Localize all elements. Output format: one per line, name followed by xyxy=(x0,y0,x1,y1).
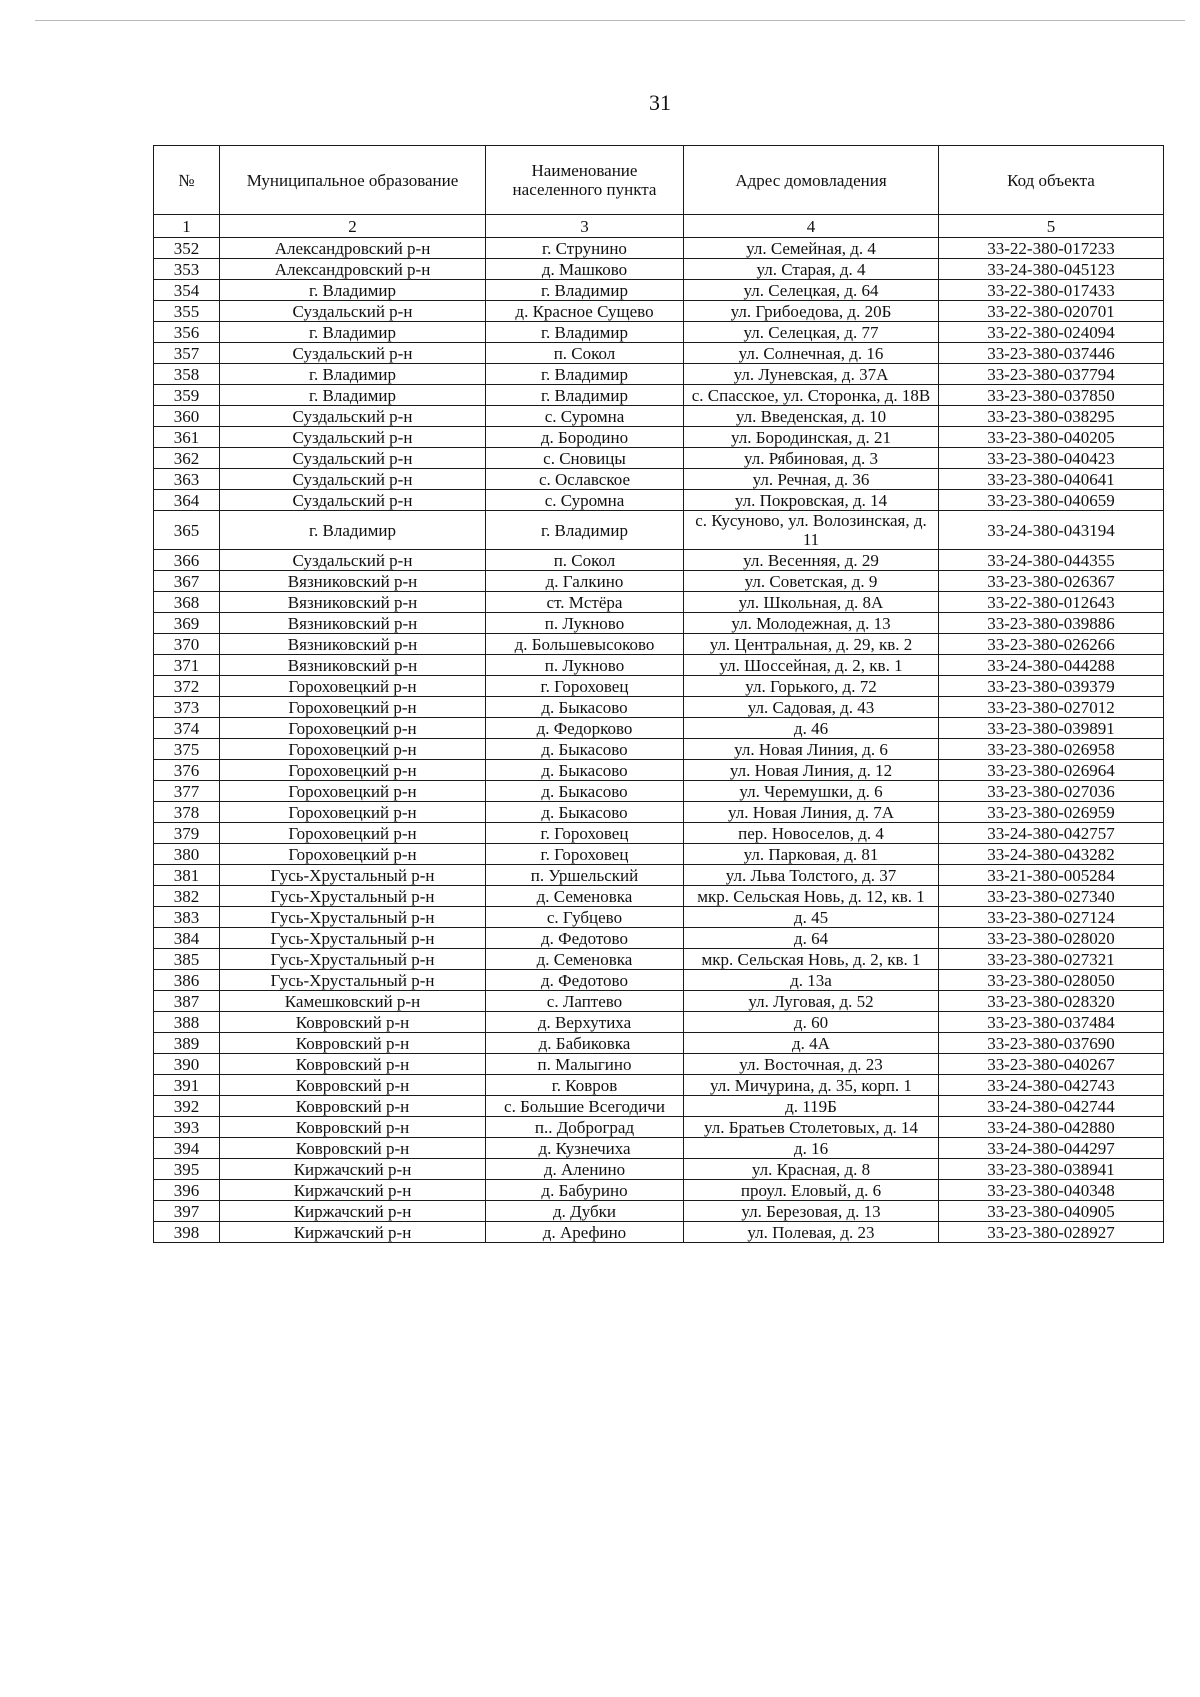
address-cell: ул. Солнечная, д. 16 xyxy=(684,343,939,364)
municipality-cell: Гороховецкий р-н xyxy=(220,844,486,865)
settlement-cell: д. Машково xyxy=(486,259,684,280)
table-row xyxy=(154,469,1164,490)
settlement-cell: д. Федорково xyxy=(486,718,684,739)
row-number: 393 xyxy=(154,1117,220,1138)
municipality-cell: Суздальский р-н xyxy=(220,448,486,469)
object-code-cell: 33-22-380-012643 xyxy=(939,592,1164,613)
settlement-cell: д. Федотово xyxy=(486,928,684,949)
settlement-cell: д. Кузнечиха xyxy=(486,1138,684,1159)
row-number: 357 xyxy=(154,343,220,364)
municipality-cell: Вязниковский р-н xyxy=(220,655,486,676)
column-number: 2 xyxy=(220,215,486,238)
table-row xyxy=(154,760,1164,781)
settlement-cell: г. Владимир xyxy=(486,511,684,550)
municipality-cell: Гусь-Хрустальный р-н xyxy=(220,865,486,886)
row-number: 361 xyxy=(154,427,220,448)
table-row xyxy=(154,865,1164,886)
object-code-cell: 33-24-380-043194 xyxy=(939,511,1164,550)
object-code-cell: 33-22-380-024094 xyxy=(939,322,1164,343)
page-number: 31 xyxy=(649,90,671,115)
municipality-cell: Киржачский р-н xyxy=(220,1201,486,1222)
row-number: 386 xyxy=(154,970,220,991)
scan-border-line xyxy=(35,20,1185,21)
row-number: 368 xyxy=(154,592,220,613)
settlement-cell: г. Гороховец xyxy=(486,823,684,844)
address-cell: д. 60 xyxy=(684,1012,939,1033)
municipality-cell: Ковровский р-н xyxy=(220,1138,486,1159)
table-row xyxy=(154,970,1164,991)
table-header-row xyxy=(154,146,1164,215)
object-code-cell: 33-23-380-026964 xyxy=(939,760,1164,781)
table-row xyxy=(154,385,1164,406)
address-cell: д. 64 xyxy=(684,928,939,949)
municipality-cell: Гусь-Хрустальный р-н xyxy=(220,886,486,907)
address-cell: ул. Мичурина, д. 35, корп. 1 xyxy=(684,1075,939,1096)
address-cell: ул. Старая, д. 4 xyxy=(684,259,939,280)
row-number: 396 xyxy=(154,1180,220,1201)
object-code-cell: 33-24-380-042880 xyxy=(939,1117,1164,1138)
settlement-cell: г. Гороховец xyxy=(486,844,684,865)
address-cell: ул. Восточная, д. 23 xyxy=(684,1054,939,1075)
object-code-cell: 33-24-380-043282 xyxy=(939,844,1164,865)
settlement-cell: д. Быкасово xyxy=(486,802,684,823)
row-number: 371 xyxy=(154,655,220,676)
municipality-cell: Киржачский р-н xyxy=(220,1180,486,1201)
settlement-cell: с. Большие Всегодичи xyxy=(486,1096,684,1117)
settlement-cell: г. Ковров xyxy=(486,1075,684,1096)
settlement-cell: с. Ославское xyxy=(486,469,684,490)
table-row xyxy=(154,907,1164,928)
column-number: 4 xyxy=(684,215,939,238)
row-number: 363 xyxy=(154,469,220,490)
table-row xyxy=(154,676,1164,697)
table-row xyxy=(154,949,1164,970)
address-cell: ул. Новая Линия, д. 6 xyxy=(684,739,939,760)
table-row xyxy=(154,739,1164,760)
object-code-cell: 33-23-380-039379 xyxy=(939,676,1164,697)
municipality-cell: Гусь-Хрустальный р-н xyxy=(220,970,486,991)
table-row xyxy=(154,613,1164,634)
row-number: 382 xyxy=(154,886,220,907)
municipality-cell: Гороховецкий р-н xyxy=(220,676,486,697)
settlement-cell: г. Владимир xyxy=(486,364,684,385)
object-code-cell: 33-23-380-028020 xyxy=(939,928,1164,949)
municipality-cell: Суздальский р-н xyxy=(220,490,486,511)
address-cell: ул. Шоссейная, д. 2, кв. 1 xyxy=(684,655,939,676)
address-cell: ул. Покровская, д. 14 xyxy=(684,490,939,511)
row-number: 374 xyxy=(154,718,220,739)
settlement-cell: п. Сокол xyxy=(486,343,684,364)
object-code-cell: 33-23-380-038941 xyxy=(939,1159,1164,1180)
table-row xyxy=(154,634,1164,655)
table-row xyxy=(154,301,1164,322)
object-code-cell: 33-24-380-042744 xyxy=(939,1096,1164,1117)
municipality-cell: Вязниковский р-н xyxy=(220,613,486,634)
object-code-cell: 33-23-380-040205 xyxy=(939,427,1164,448)
settlement-cell: п. Лукново xyxy=(486,655,684,676)
municipality-cell: Ковровский р-н xyxy=(220,1054,486,1075)
address-cell: ул. Братьев Столетовых, д. 14 xyxy=(684,1117,939,1138)
address-cell: ул. Селецкая, д. 77 xyxy=(684,322,939,343)
table-row xyxy=(154,592,1164,613)
object-code-cell: 33-23-380-039891 xyxy=(939,718,1164,739)
object-code-cell: 33-22-380-017433 xyxy=(939,280,1164,301)
table-row xyxy=(154,823,1164,844)
settlement-cell: с. Сновицы xyxy=(486,448,684,469)
address-cell: ул. Полевая, д. 23 xyxy=(684,1222,939,1243)
table-row xyxy=(154,550,1164,571)
row-number: 383 xyxy=(154,907,220,928)
object-code-cell: 33-23-380-037446 xyxy=(939,343,1164,364)
table-row xyxy=(154,571,1164,592)
table-row xyxy=(154,448,1164,469)
object-code-cell: 33-23-380-037850 xyxy=(939,385,1164,406)
table-row xyxy=(154,1096,1164,1117)
address-cell: д. 46 xyxy=(684,718,939,739)
object-code-cell: 33-23-380-027012 xyxy=(939,697,1164,718)
object-code-cell: 33-23-380-026958 xyxy=(939,739,1164,760)
table-row xyxy=(154,1201,1164,1222)
settlement-cell: д. Быкасово xyxy=(486,739,684,760)
table-row xyxy=(154,259,1164,280)
object-code-cell: 33-24-380-045123 xyxy=(939,259,1164,280)
column-number: 1 xyxy=(154,215,220,238)
settlement-cell: п. Уршельский xyxy=(486,865,684,886)
table-row xyxy=(154,1075,1164,1096)
municipality-cell: г. Владимир xyxy=(220,322,486,343)
row-number: 384 xyxy=(154,928,220,949)
object-code-cell: 33-23-380-038295 xyxy=(939,406,1164,427)
row-number: 370 xyxy=(154,634,220,655)
municipality-cell: г. Владимир xyxy=(220,364,486,385)
table-row xyxy=(154,1033,1164,1054)
settlement-cell: д. Семеновка xyxy=(486,949,684,970)
table-row xyxy=(154,1012,1164,1033)
settlement-cell: д. Быкасово xyxy=(486,781,684,802)
object-code-cell: 33-24-380-044288 xyxy=(939,655,1164,676)
settlement-cell: с. Лаптево xyxy=(486,991,684,1012)
object-code-cell: 33-23-380-040659 xyxy=(939,490,1164,511)
object-code-cell: 33-23-380-040423 xyxy=(939,448,1164,469)
settlement-cell: д. Быкасово xyxy=(486,697,684,718)
row-number: 387 xyxy=(154,991,220,1012)
municipality-cell: Гороховецкий р-н xyxy=(220,781,486,802)
address-cell: ул. Березовая, д. 13 xyxy=(684,1201,939,1222)
settlement-cell: д. Большевысоково xyxy=(486,634,684,655)
settlement-cell: п.. Доброград xyxy=(486,1117,684,1138)
municipality-cell: Ковровский р-н xyxy=(220,1117,486,1138)
row-number: 352 xyxy=(154,238,220,259)
table-row xyxy=(154,343,1164,364)
object-code-cell: 33-23-380-040641 xyxy=(939,469,1164,490)
row-number: 376 xyxy=(154,760,220,781)
row-number: 381 xyxy=(154,865,220,886)
row-number: 388 xyxy=(154,1012,220,1033)
address-cell: ул. Черемушки, д. 6 xyxy=(684,781,939,802)
address-cell: проул. Еловый, д. 6 xyxy=(684,1180,939,1201)
column-number: 3 xyxy=(486,215,684,238)
table-row xyxy=(154,655,1164,676)
address-cell: ул. Бородинская, д. 21 xyxy=(684,427,939,448)
object-code-cell: 33-23-380-037794 xyxy=(939,364,1164,385)
row-number: 395 xyxy=(154,1159,220,1180)
municipality-cell: Гороховецкий р-н xyxy=(220,823,486,844)
table-row xyxy=(154,718,1164,739)
address-cell: ул. Весенняя, д. 29 xyxy=(684,550,939,571)
table-row xyxy=(154,991,1164,1012)
object-code-cell: 33-24-380-044297 xyxy=(939,1138,1164,1159)
address-cell: ул. Льва Толстого, д. 37 xyxy=(684,865,939,886)
row-number: 394 xyxy=(154,1138,220,1159)
object-code-cell: 33-23-380-026959 xyxy=(939,802,1164,823)
municipality-cell: г. Владимир xyxy=(220,385,486,406)
row-number: 353 xyxy=(154,259,220,280)
settlement-cell: п. Сокол xyxy=(486,550,684,571)
address-cell: ул. Центральная, д. 29, кв. 2 xyxy=(684,634,939,655)
address-cell: д. 13а xyxy=(684,970,939,991)
settlement-cell: д. Бородино xyxy=(486,427,684,448)
address-cell: ул. Луговая, д. 52 xyxy=(684,991,939,1012)
address-cell: ул. Парковая, д. 81 xyxy=(684,844,939,865)
row-number: 360 xyxy=(154,406,220,427)
municipality-cell: Суздальский р-н xyxy=(220,301,486,322)
row-number: 378 xyxy=(154,802,220,823)
object-code-cell: 33-22-380-020701 xyxy=(939,301,1164,322)
table-row xyxy=(154,802,1164,823)
row-number: 359 xyxy=(154,385,220,406)
object-code-cell: 33-23-380-028927 xyxy=(939,1222,1164,1243)
settlement-cell: д. Дубки xyxy=(486,1201,684,1222)
address-cell: ул. Луневская, д. 37А xyxy=(684,364,939,385)
settlement-cell: д. Бабурино xyxy=(486,1180,684,1201)
row-number: 367 xyxy=(154,571,220,592)
object-code-cell: 33-23-380-028320 xyxy=(939,991,1164,1012)
address-cell: ул. Грибоедова, д. 20Б xyxy=(684,301,939,322)
row-number: 398 xyxy=(154,1222,220,1243)
settlement-cell: д. Бабиковка xyxy=(486,1033,684,1054)
address-cell: мкр. Сельская Новь, д. 2, кв. 1 xyxy=(684,949,939,970)
table-row xyxy=(154,1117,1164,1138)
municipality-cell: Гусь-Хрустальный р-н xyxy=(220,907,486,928)
object-code-cell: 33-24-380-042757 xyxy=(939,823,1164,844)
settlement-cell: д. Арефино xyxy=(486,1222,684,1243)
municipality-cell: Гороховецкий р-н xyxy=(220,718,486,739)
column-number-row xyxy=(154,215,1164,238)
row-number: 372 xyxy=(154,676,220,697)
table-row xyxy=(154,1054,1164,1075)
row-number: 362 xyxy=(154,448,220,469)
municipality-cell: Суздальский р-н xyxy=(220,427,486,448)
municipality-cell: Гороховецкий р-н xyxy=(220,697,486,718)
address-cell: ул. Речная, д. 36 xyxy=(684,469,939,490)
settlement-cell: г. Владимир xyxy=(486,280,684,301)
object-code-cell: 33-23-380-040267 xyxy=(939,1054,1164,1075)
row-number: 369 xyxy=(154,613,220,634)
object-code-cell: 33-23-380-027036 xyxy=(939,781,1164,802)
address-cell: ул. Горького, д. 72 xyxy=(684,676,939,697)
settlement-cell: д. Аленино xyxy=(486,1159,684,1180)
object-code-cell: 33-22-380-017233 xyxy=(939,238,1164,259)
object-code-cell: 33-23-380-026367 xyxy=(939,571,1164,592)
row-number: 365 xyxy=(154,511,220,550)
settlement-cell: д. Красное Сущево xyxy=(486,301,684,322)
address-cell: мкр. Сельская Новь, д. 12, кв. 1 xyxy=(684,886,939,907)
table-row xyxy=(154,364,1164,385)
settlement-cell: ст. Мстёра xyxy=(486,592,684,613)
municipality-cell: Ковровский р-н xyxy=(220,1033,486,1054)
municipality-cell: Суздальский р-н xyxy=(220,550,486,571)
address-cell: с. Кусуново, ул. Волозинская, д. 11 xyxy=(684,511,939,550)
table-row xyxy=(154,697,1164,718)
municipality-cell: Гороховецкий р-н xyxy=(220,802,486,823)
table-row xyxy=(154,238,1164,259)
table-row xyxy=(154,928,1164,949)
municipality-cell: Ковровский р-н xyxy=(220,1075,486,1096)
object-code-cell: 33-24-380-044355 xyxy=(939,550,1164,571)
address-cell: ул. Садовая, д. 43 xyxy=(684,697,939,718)
municipality-cell: Суздальский р-н xyxy=(220,469,486,490)
settlement-cell: д. Федотово xyxy=(486,970,684,991)
table-row xyxy=(154,406,1164,427)
row-number: 389 xyxy=(154,1033,220,1054)
header-number: № xyxy=(154,146,220,215)
column-number: 5 xyxy=(939,215,1164,238)
table-row xyxy=(154,1222,1164,1243)
row-number: 377 xyxy=(154,781,220,802)
object-code-cell: 33-23-380-028050 xyxy=(939,970,1164,991)
address-cell: ул. Семейная, д. 4 xyxy=(684,238,939,259)
object-code-cell: 33-21-380-005284 xyxy=(939,865,1164,886)
table-row xyxy=(154,511,1164,550)
address-cell: ул. Советская, д. 9 xyxy=(684,571,939,592)
address-cell: ул. Введенская, д. 10 xyxy=(684,406,939,427)
header-municipality: Муниципальное образование xyxy=(220,146,486,215)
settlement-cell: д. Верхутиха xyxy=(486,1012,684,1033)
object-code-cell: 33-23-380-027340 xyxy=(939,886,1164,907)
address-cell: ул. Селецкая, д. 64 xyxy=(684,280,939,301)
municipality-cell: г. Владимир xyxy=(220,511,486,550)
address-cell: д. 4А xyxy=(684,1033,939,1054)
row-number: 355 xyxy=(154,301,220,322)
address-cell: д. 16 xyxy=(684,1138,939,1159)
object-code-cell: 33-23-380-037690 xyxy=(939,1033,1164,1054)
row-number: 364 xyxy=(154,490,220,511)
address-cell: ул. Рябиновая, д. 3 xyxy=(684,448,939,469)
municipality-cell: Камешковский р-н xyxy=(220,991,486,1012)
settlement-cell: п. Малыгино xyxy=(486,1054,684,1075)
row-number: 392 xyxy=(154,1096,220,1117)
address-cell: д. 45 xyxy=(684,907,939,928)
row-number: 391 xyxy=(154,1075,220,1096)
row-number: 397 xyxy=(154,1201,220,1222)
table-row xyxy=(154,490,1164,511)
row-number: 366 xyxy=(154,550,220,571)
settlement-cell: г. Гороховец xyxy=(486,676,684,697)
settlement-cell: д. Семеновка xyxy=(486,886,684,907)
settlement-cell: д. Быкасово xyxy=(486,760,684,781)
municipality-cell: Гусь-Хрустальный р-н xyxy=(220,928,486,949)
address-cell: ул. Молодежная, д. 13 xyxy=(684,613,939,634)
row-number: 354 xyxy=(154,280,220,301)
property-registry-table xyxy=(153,145,1164,1243)
municipality-cell: Вязниковский р-н xyxy=(220,592,486,613)
object-code-cell: 33-23-380-039886 xyxy=(939,613,1164,634)
municipality-cell: Александровский р-н xyxy=(220,238,486,259)
table-row xyxy=(154,1159,1164,1180)
address-cell: ул. Новая Линия, д. 7А xyxy=(684,802,939,823)
settlement-cell: с. Суромна xyxy=(486,490,684,511)
row-number: 356 xyxy=(154,322,220,343)
row-number: 390 xyxy=(154,1054,220,1075)
object-code-cell: 33-24-380-042743 xyxy=(939,1075,1164,1096)
table-row xyxy=(154,322,1164,343)
municipality-cell: Суздальский р-н xyxy=(220,343,486,364)
municipality-cell: г. Владимир xyxy=(220,280,486,301)
settlement-cell: с. Суромна xyxy=(486,406,684,427)
municipality-cell: Гороховецкий р-н xyxy=(220,739,486,760)
header-address: Адрес домовладения xyxy=(684,146,939,215)
object-code-cell: 33-23-380-040905 xyxy=(939,1201,1164,1222)
table-row xyxy=(154,781,1164,802)
object-code-cell: 33-23-380-027321 xyxy=(939,949,1164,970)
object-code-cell: 33-23-380-026266 xyxy=(939,634,1164,655)
table-row xyxy=(154,427,1164,448)
object-code-cell: 33-23-380-037484 xyxy=(939,1012,1164,1033)
municipality-cell: Киржачский р-н xyxy=(220,1159,486,1180)
municipality-cell: Вязниковский р-н xyxy=(220,634,486,655)
row-number: 385 xyxy=(154,949,220,970)
row-number: 358 xyxy=(154,364,220,385)
table-row xyxy=(154,1138,1164,1159)
object-code-cell: 33-23-380-027124 xyxy=(939,907,1164,928)
table-row xyxy=(154,1180,1164,1201)
row-number: 380 xyxy=(154,844,220,865)
municipality-cell: Гусь-Хрустальный р-н xyxy=(220,949,486,970)
municipality-cell: Ковровский р-н xyxy=(220,1012,486,1033)
row-number: 379 xyxy=(154,823,220,844)
row-number: 375 xyxy=(154,739,220,760)
table-row xyxy=(154,844,1164,865)
municipality-cell: Ковровский р-н xyxy=(220,1096,486,1117)
address-cell: ул. Красная, д. 8 xyxy=(684,1159,939,1180)
municipality-cell: Вязниковский р-н xyxy=(220,571,486,592)
municipality-cell: Александровский р-н xyxy=(220,259,486,280)
address-cell: с. Спасское, ул. Сторонка, д. 18В xyxy=(684,385,939,406)
municipality-cell: Суздальский р-н xyxy=(220,406,486,427)
settlement-cell: с. Губцево xyxy=(486,907,684,928)
settlement-cell: г. Владимир xyxy=(486,385,684,406)
address-cell: д. 119Б xyxy=(684,1096,939,1117)
table-row xyxy=(154,280,1164,301)
header-object-code: Код объекта xyxy=(939,146,1164,215)
address-cell: ул. Школьная, д. 8А xyxy=(684,592,939,613)
object-code-cell: 33-23-380-040348 xyxy=(939,1180,1164,1201)
address-cell: пер. Новоселов, д. 4 xyxy=(684,823,939,844)
settlement-cell: д. Галкино xyxy=(486,571,684,592)
row-number: 373 xyxy=(154,697,220,718)
municipality-cell: Гороховецкий р-н xyxy=(220,760,486,781)
table-row xyxy=(154,886,1164,907)
settlement-cell: п. Лукново xyxy=(486,613,684,634)
table-body xyxy=(154,238,1164,1243)
municipality-cell: Киржачский р-н xyxy=(220,1222,486,1243)
address-cell: ул. Новая Линия, д. 12 xyxy=(684,760,939,781)
settlement-cell: г. Струнино xyxy=(486,238,684,259)
settlement-cell: г. Владимир xyxy=(486,322,684,343)
header-settlement: Наименование населенного пункта xyxy=(486,146,684,215)
